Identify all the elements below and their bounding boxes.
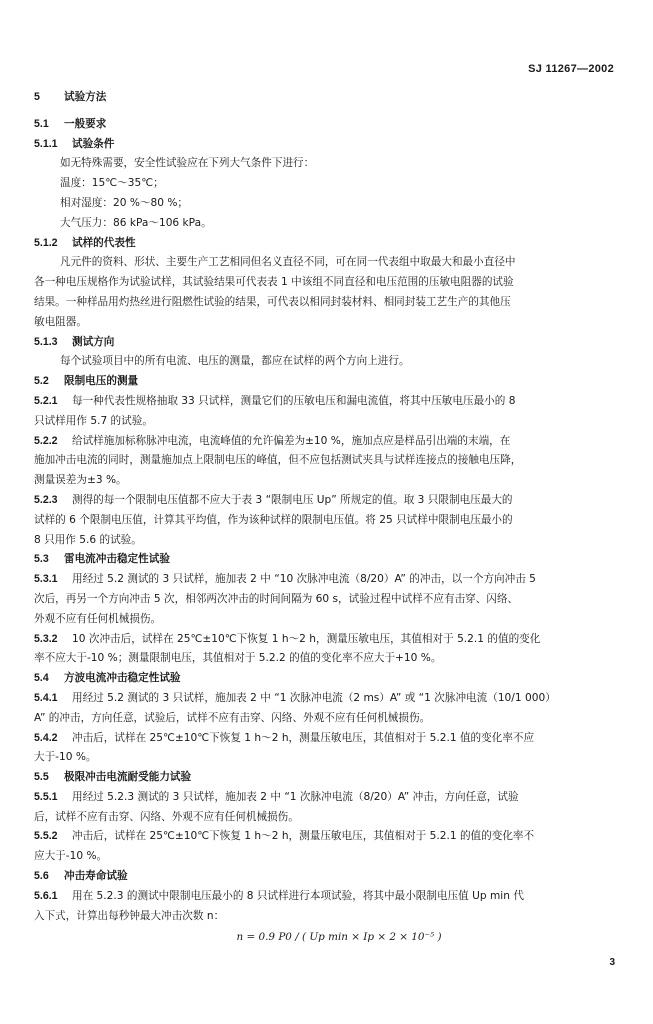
pressure-condition: 大气压力：86 kPa～106 kPa。	[60, 216, 212, 229]
paragraph-line: 应大于-10 %。	[34, 850, 108, 863]
paragraph-line: 敏电阻器。	[34, 315, 87, 328]
paragraph-line: 每个试验项目中的所有电流、电压的测量，都应在试样的两个方向上进行。	[60, 355, 410, 368]
paragraph-line: 次后，再另一个方向冲击 5 次，相邻两次冲击的时间间隔为 60 s，试验过程中试样不应有击穿、闪络、	[34, 592, 519, 605]
test-conditions-intro: 如无特殊需要，安全性试验应在下列大气条件下进行：	[60, 157, 315, 170]
paragraph-line: 结果。一种样品用灼热丝进行阻燃性试验的结果，可代表以相同封装材料、相同封装工艺生产的其他压	[34, 295, 511, 308]
paragraph-line: 8 只用作 5.6 的试验。	[34, 533, 142, 546]
paragraph-line: 试样的 6 个限制电压值，计算其平均值，作为该种试样的限制电压值。将 25 只试样中限制电压最小的	[34, 513, 513, 526]
section-5-heading: 5 试验方法	[34, 91, 107, 103]
paragraph-line: 施加冲击电流的同时，测量施加点上限制电压的峰值，但不应包括测试夹具与试样连接点的接触电压降，	[34, 454, 522, 467]
section-5-3-2-line: 5.3.2 10 次冲击后，试样在 25℃±10℃下恢复 1 h～2 h，测量压敏电压，其值相对于 5.2.1 的值的变化	[34, 632, 541, 645]
section-5-2-heading: 5.2 限制电压的测量	[34, 375, 139, 388]
temperature-condition: 温度：15℃～35℃；	[60, 177, 164, 190]
paragraph-line: 各一种电压规格作为试验试样，其试验结果可代表表 1 中该组不同直径和电压范围的压敏电阻器的试验	[34, 276, 514, 289]
section-5-3-1-line: 5.3.1 用经过 5.2 测试的 3 只试样，施加表 2 中 “10 次脉冲电流（8/20）A” 的冲击，以一个方向冲击 5	[34, 573, 536, 586]
section-5-1-2-heading: 5.1.2 试样的代表性	[34, 236, 136, 249]
section-5-2-3-line: 5.2.3 测得的每一个限制电压值都不应大于表 3 “限制电压 Up” 所规定的值。取 3 只限制电压最大的	[34, 493, 513, 506]
paragraph-line: 大于-10 %。	[34, 751, 97, 764]
section-5-1-heading: 5.1 一般要求	[34, 117, 107, 130]
section-5-3-heading: 5.3 雷电流冲击稳定性试验	[34, 553, 170, 566]
humidity-condition: 相对湿度：20 %～80 %；	[60, 196, 188, 209]
page-number: 3	[609, 957, 615, 968]
section-5-1-3-heading: 5.1.3 测试方向	[34, 335, 115, 348]
impact-count-formula: n = 0.9 P0 / ( Up min × Ip × 2 × 10⁻⁵ )	[236, 931, 442, 944]
section-5-2-2-line: 5.2.2 给试样施加标称脉冲电流，电流峰值的允许偏差为±10 %，施加点应是样品引出端的末端，在	[34, 434, 511, 447]
section-5-6-heading: 5.6 冲击寿命试验	[34, 870, 128, 883]
paragraph-line: 外观不应有任何机械损伤。	[34, 612, 162, 625]
section-5-5-2-line: 5.5.2 冲击后，试样在 25℃±10℃下恢复 1 h～2 h，测量压敏电压，其值相对于 5.2.1 的值的变化率不	[34, 830, 535, 843]
section-5-5-1-line: 5.5.1 用经过 5.2.3 测试的 3 只试样，施加表 2 中 “1 次脉冲电流（8/20）A” 冲击，方向任意，试验	[34, 790, 519, 803]
section-5-6-1-line: 5.6.1 用在 5.2.3 的测试中限制电压最小的 8 只试样进行本项试验，将其中最小限制电压值 Up min 代	[34, 889, 524, 902]
section-5-2-1-line: 5.2.1 每一种代表性规格抽取 33 只试样，测量它们的压敏电压和漏电流值，将其中压敏电压最小的 8	[34, 394, 516, 407]
paragraph-line: 入下式，计算出每秒钟最大冲击次数 n：	[34, 909, 225, 922]
paragraph-line: A” 的冲击，方向任意，试验后，试样不应有击穿、闪络、外观不应有任何机械损伤。	[34, 711, 431, 724]
paragraph-line: 测量误差为±3 %。	[34, 474, 127, 487]
paragraph-line: 率不应大于-10 %；测量限制电压，其值相对于 5.2.2 的值的变化率不应大于+10 %。	[34, 652, 442, 665]
document-body	[34, 88, 614, 948]
section-5-5-heading: 5.5 极限冲击电流耐受能力试验	[34, 771, 192, 784]
section-5-4-1-line: 5.4.1 用经过 5.2 测试的 3 只试样，施加表 2 中 “1 次脉冲电流（2 ms）A” 或 “1 次脉冲电流（10/1 000）	[34, 691, 556, 704]
paragraph-line: 只试样用作 5.7 的试验。	[34, 414, 153, 427]
paragraph-line: 后，试样不应有击穿、闪络、外观不应有任何机械损伤。	[34, 810, 299, 823]
section-5-4-heading: 5.4 方波电流冲击稳定性试验	[34, 672, 181, 685]
standard-number: SJ 11267—2002	[528, 63, 614, 75]
section-5-1-1-heading: 5.1.1 试验条件	[34, 137, 115, 150]
paragraph-line: 凡元件的资料、形状、主要生产工艺相同但名义直径不同，可在同一代表组中取最大和最小直径中	[60, 256, 516, 269]
section-5-4-2-line: 5.4.2 冲击后，试样在 25℃±10℃下恢复 1 h～2 h，测量压敏电压，其值相对于 5.2.1 值的变化率不应	[34, 731, 535, 744]
